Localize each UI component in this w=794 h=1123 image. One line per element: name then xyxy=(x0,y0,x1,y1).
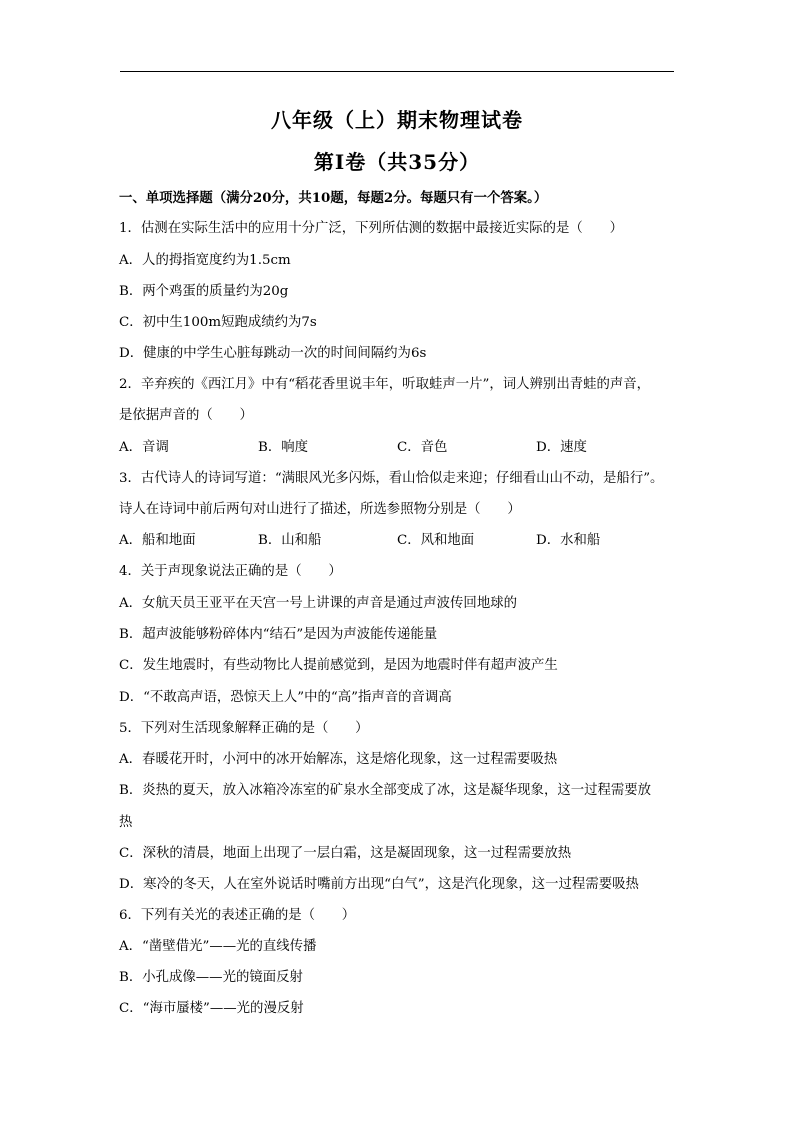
question-6-option-b: B．小孔成像——光的镜面反射 xyxy=(119,970,303,985)
exam-title: 八年级（上）期末物理试卷 xyxy=(271,108,523,132)
question-3-option-d: D．水和船 xyxy=(536,533,601,548)
question-6-option-a: A．“凿壁借光”——光的直线传播 xyxy=(119,939,317,954)
question-3-option-a: A．船和地面 xyxy=(119,533,196,548)
question-4-option-b: B．超声波能够粉碎体内“结石”是因为声波能传递能量 xyxy=(119,627,438,642)
exam-subtitle: 第Ⅰ卷（共35分） xyxy=(313,150,481,174)
question-5-stem: 5．下列对生活现象解释正确的是（ ） xyxy=(119,721,369,736)
header-rule xyxy=(120,71,674,72)
question-5-option-d: D．寒冷的冬天，人在室外说话时嘴前方出现“白气”，这是汽化现象，这一过程需要吸热 xyxy=(119,877,639,892)
section-heading: 一、单项选择题（满分20分，共10题，每题2分。每题只有一个答案。） xyxy=(119,190,548,206)
question-5-option-b: B．炎热的夏天，放入冰箱冷冻室的矿泉水全部变成了冰，这是凝华现象，这一过程需要放 xyxy=(119,783,652,798)
question-2-stem-line2: 是依据声音的（ ） xyxy=(119,408,253,423)
question-1-stem: 1．估测在实际生活中的应用十分广泛，下列所估测的数据中最接近实际的是（ ） xyxy=(119,221,623,236)
question-3-stem-line2: 诗人在诗词中前后两句对山进行了描述，所选参照物分别是（ ） xyxy=(119,502,521,517)
question-2-stem-line1: 2．辛弃疾的《西江月》中有“稻花香里说丰年，听取蛙声一片”，词人辨别出青蛙的声音， xyxy=(119,377,651,392)
question-4-option-c: C．发生地震时，有些动物比人提前感觉到，是因为地震时伴有超声波产生 xyxy=(119,658,558,673)
question-3-option-c: C．风和地面 xyxy=(397,533,475,548)
question-1-option-c: C．初中生100m短跑成绩约为7s xyxy=(119,315,317,330)
question-3-option-b: B．山和船 xyxy=(258,533,322,548)
question-4-option-a: A．女航天员王亚平在天宫一号上讲课的声音是通过声波传回地球的 xyxy=(119,596,517,611)
question-5-option-a: A．春暖花开时，小河中的冰开始解冻，这是熔化现象，这一过程需要吸热 xyxy=(119,752,558,767)
question-2-option-b: B．响度 xyxy=(258,440,309,455)
question-2-option-a: A．音调 xyxy=(119,440,169,455)
question-2-option-c: C．音色 xyxy=(397,440,448,455)
question-3-stem-line1: 3．古代诗人的诗词写道：“满眼风光多闪烁，看山恰似走来迎；仔细看山山不动，是船行”。 xyxy=(119,471,664,486)
question-6-stem: 6．下列有关光的表述正确的是（ ） xyxy=(119,908,356,923)
question-6-option-c: C．“海市蜃楼”——光的漫反射 xyxy=(119,1001,304,1016)
question-1-option-b: B．两个鸡蛋的质量约为20g xyxy=(119,284,289,299)
question-4-stem: 4．关于声现象说法正确的是（ ） xyxy=(119,564,342,579)
question-5-option-b-cont: 热 xyxy=(119,815,133,830)
question-2-option-d: D．速度 xyxy=(536,440,587,455)
question-1-option-d: D．健康的中学生心脏每跳动一次的时间间隔约为6s xyxy=(119,346,427,361)
question-4-option-d: D．“不敢高声语，恐惊天上人”中的“高”指声音的音调高 xyxy=(119,690,452,705)
question-5-option-c: C．深秋的清晨，地面上出现了一层白霜，这是凝固现象，这一过程需要放热 xyxy=(119,846,572,861)
question-1-option-a: A．人的拇指宽度约为1.5cm xyxy=(119,253,291,268)
